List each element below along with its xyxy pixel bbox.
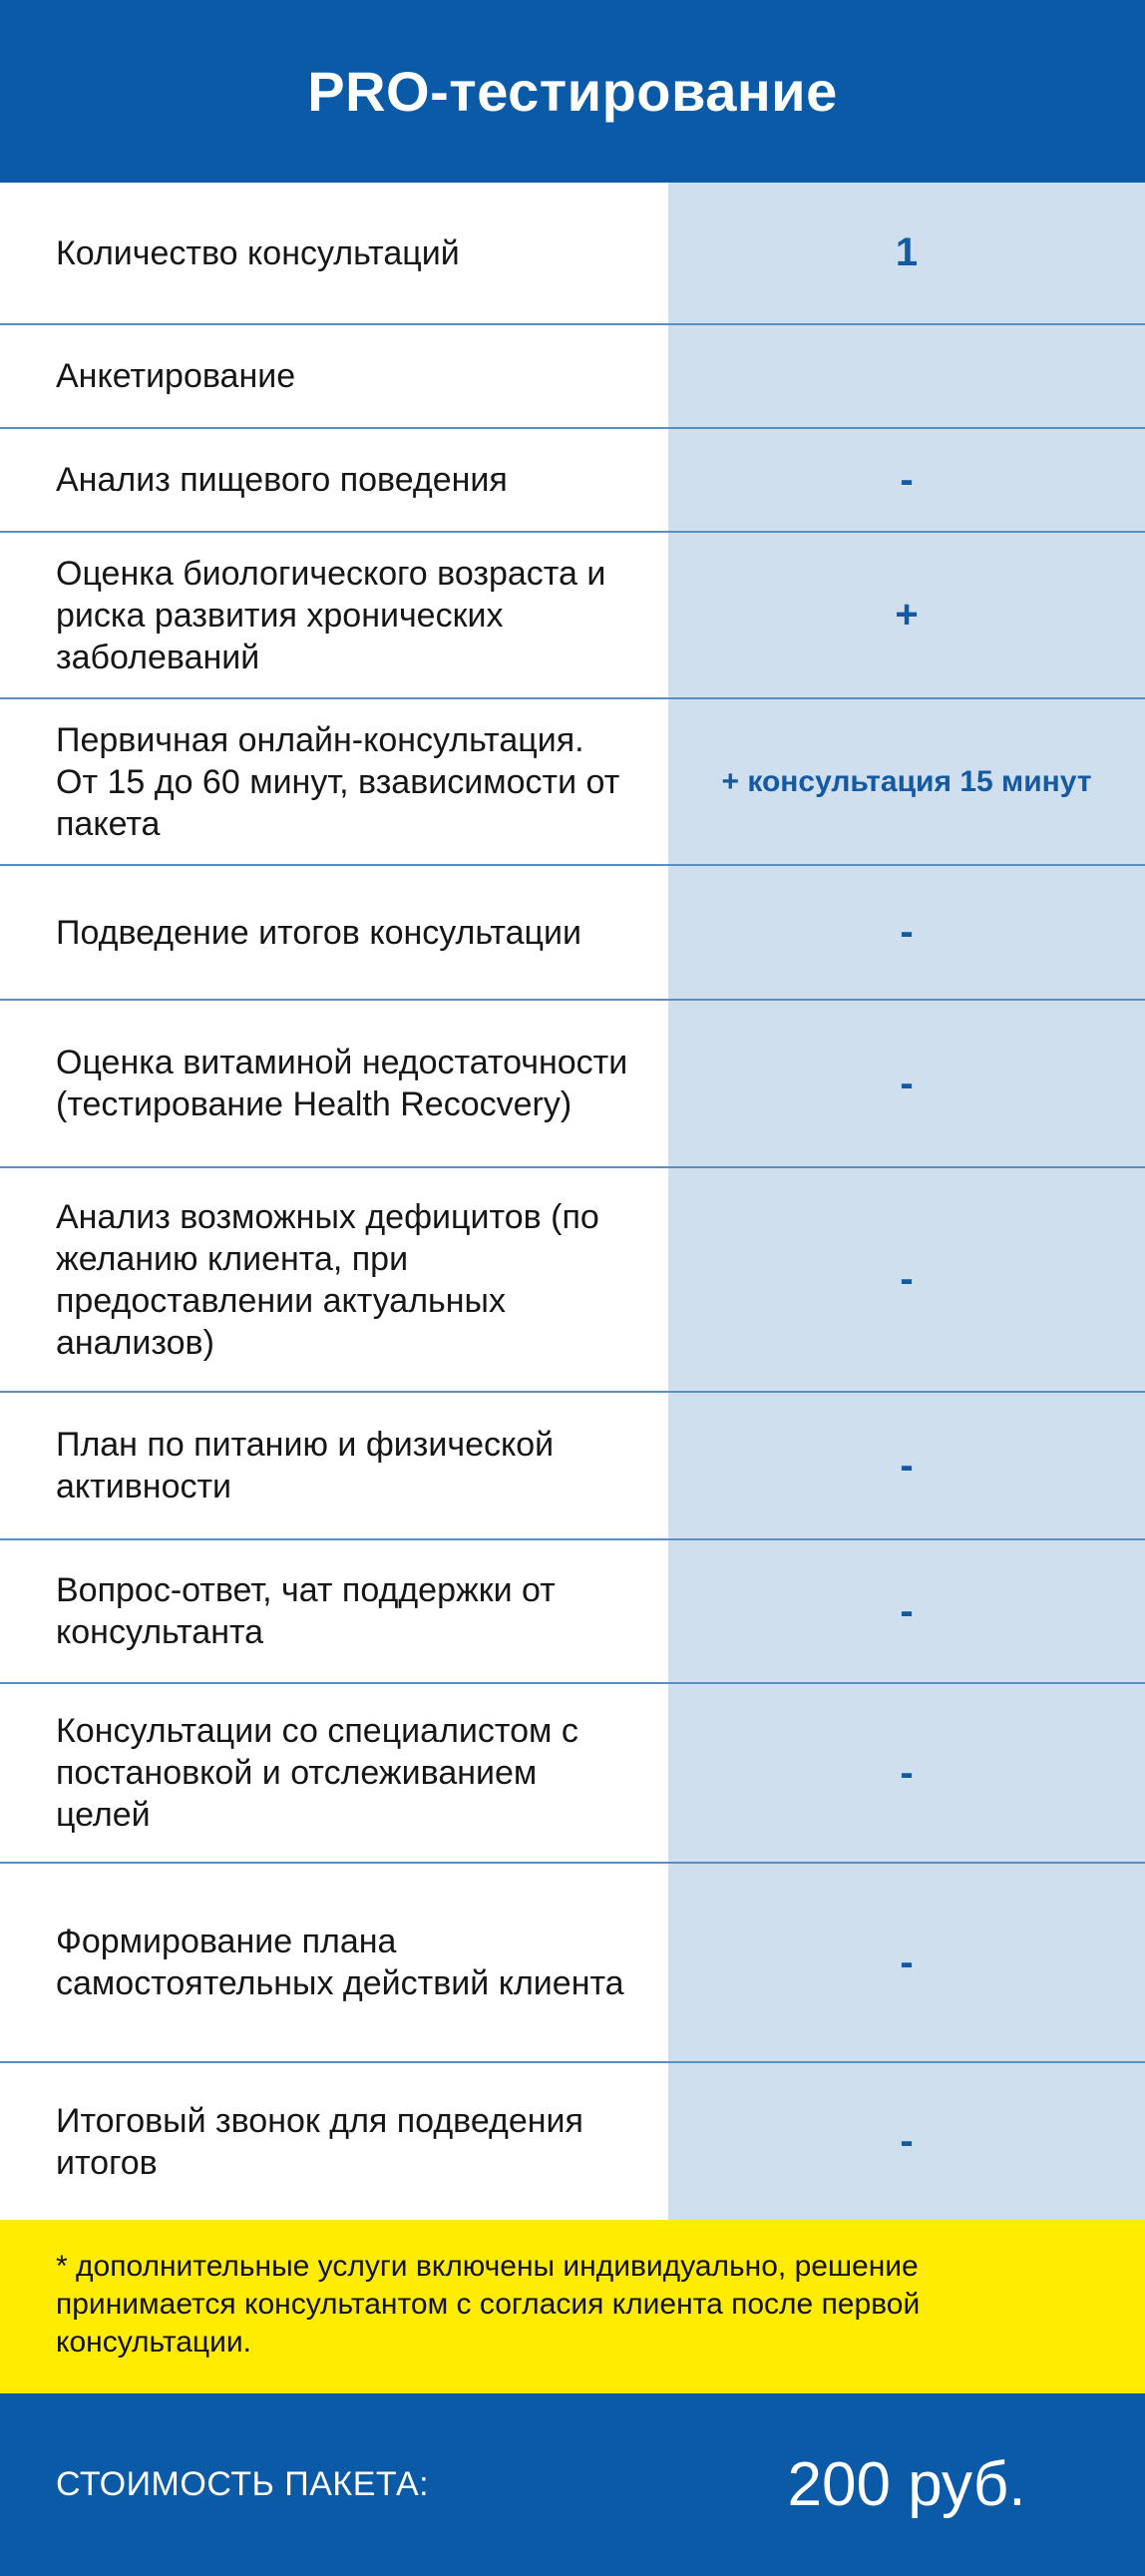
feature-value: - <box>668 1393 1145 1538</box>
package-title: PRO-тестирование <box>307 60 838 123</box>
feature-label: Формирование плана самостоятельных действий клиента <box>0 1864 668 2061</box>
table-row <box>0 429 1145 533</box>
feature-value: - <box>668 866 1145 999</box>
feature-label: Первичная онлайн-консультация. От 15 до 60 минут, взависимости от пакета <box>0 699 668 864</box>
features-table <box>0 183 1145 2220</box>
feature-label: Анализ пищевого поведения <box>0 429 668 531</box>
table-row <box>0 1168 1145 1393</box>
feature-value: - <box>668 1001 1145 1166</box>
table-row <box>0 183 1145 325</box>
table-row <box>0 2063 1145 2220</box>
table-row <box>0 325 1145 429</box>
table-row <box>0 1001 1145 1168</box>
footnote: * дополнительные услуги включены индивидуально, решение принимается консультантом с согласия клиента после первой консультации. <box>0 2220 1145 2393</box>
feature-value: - <box>668 2063 1145 2220</box>
table-row <box>0 1393 1145 1540</box>
feature-label: Анкетирование <box>0 325 668 427</box>
price-label: СТОИМОСТЬ ПАКЕТА: <box>56 2465 430 2503</box>
price-value: 200 руб. <box>787 2450 1026 2519</box>
feature-value: - <box>668 1540 1145 1682</box>
feature-value <box>668 325 1145 427</box>
feature-label: Вопрос-ответ, чат поддержки от консультанта <box>0 1540 668 1682</box>
feature-value: - <box>668 1684 1145 1862</box>
feature-value: - <box>668 1168 1145 1391</box>
feature-label: Консультации со специалистом с постановкой и отслеживанием целей <box>0 1684 668 1862</box>
table-row <box>0 866 1145 1001</box>
price-banner <box>0 2393 1145 2576</box>
feature-label: План по питанию и физической активности <box>0 1393 668 1538</box>
table-row <box>0 1684 1145 1864</box>
table-row <box>0 699 1145 866</box>
feature-value: - <box>668 1864 1145 2061</box>
feature-value: + консультация 15 минут <box>668 699 1145 864</box>
feature-label: Оценка биологического возраста и риска развития хронических заболеваний <box>0 533 668 697</box>
feature-label: Подведение итогов консультации <box>0 866 668 999</box>
feature-label: Оценка витаминой недостаточности (тестирование Health Recocvery) <box>0 1001 668 1166</box>
feature-label: Количество консультаций <box>0 183 668 323</box>
feature-value: + <box>668 533 1145 697</box>
table-row <box>0 1864 1145 2063</box>
feature-value: - <box>668 429 1145 531</box>
table-row <box>0 1540 1145 1684</box>
feature-value: 1 <box>668 183 1145 323</box>
header-banner <box>0 0 1145 183</box>
table-row <box>0 533 1145 699</box>
feature-label: Анализ возможных дефицитов (по желанию клиента, при предоставлении актуальных анализов) <box>0 1168 668 1391</box>
feature-label: Итоговый звонок для подведения итогов <box>0 2063 668 2220</box>
